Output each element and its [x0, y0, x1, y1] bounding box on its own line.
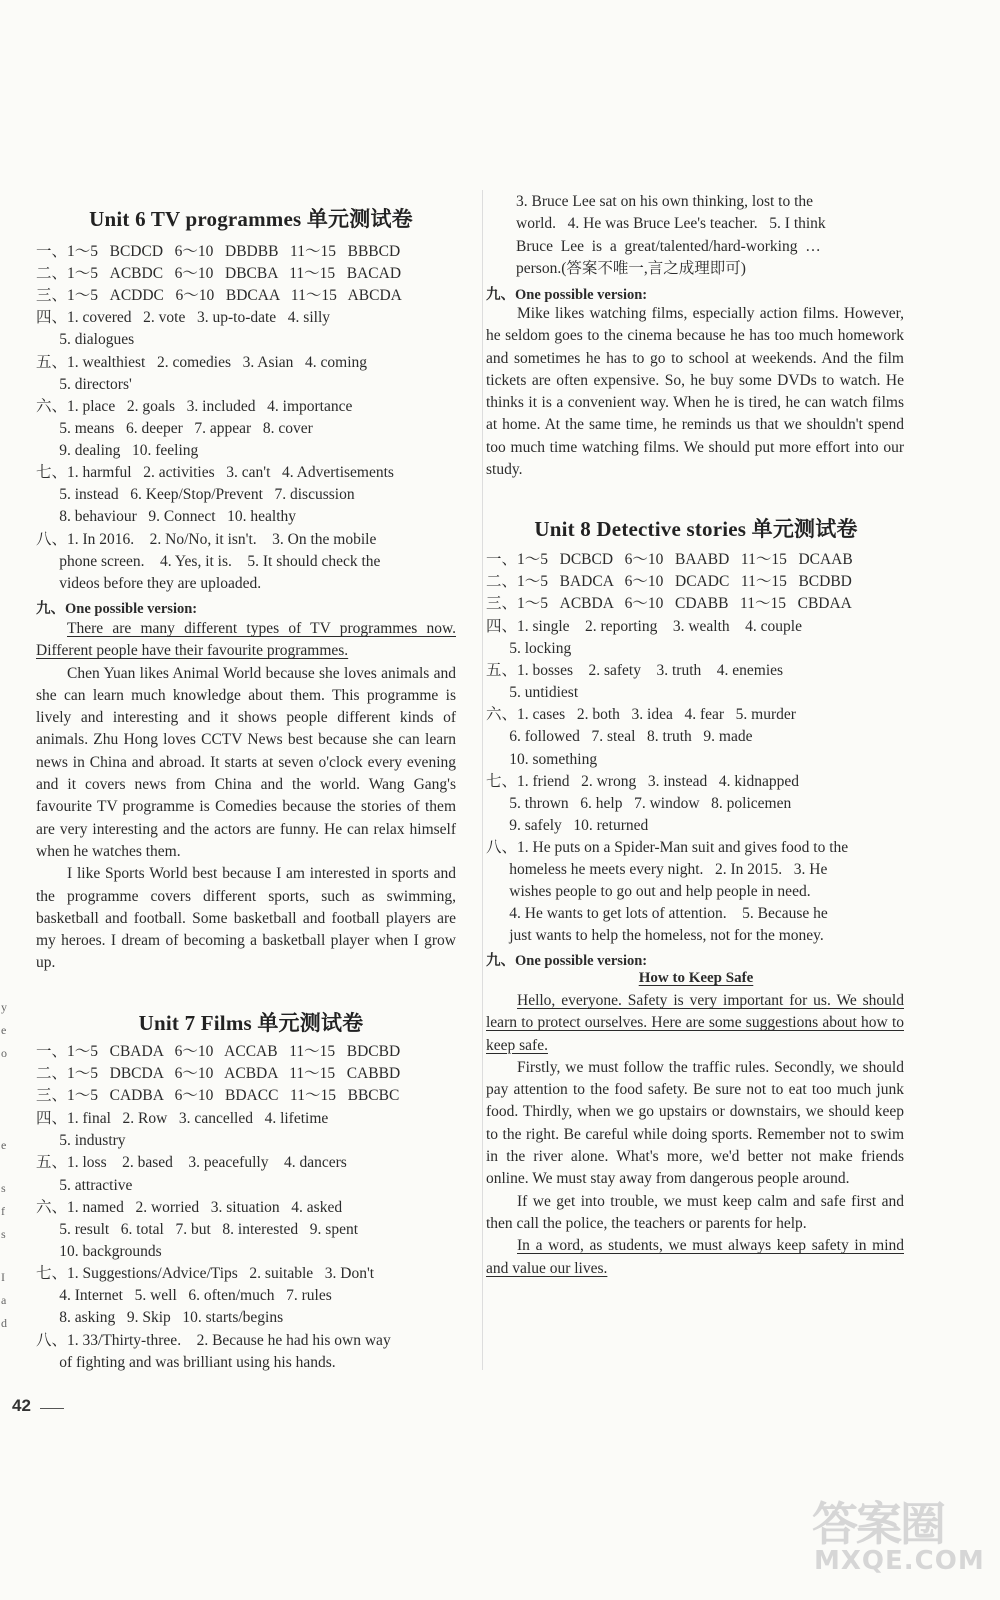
- unit8-answer-line: 9. safely 10. returned: [486, 817, 649, 834]
- left-margin-fragments: [0, 0, 14, 1380]
- margin-mark: s: [1, 1227, 6, 1241]
- unit8-answer-line: 5. untidiest: [486, 684, 579, 701]
- unit8-title: Unit 8 Detective stories 单元测试卷: [534, 517, 858, 541]
- unit6-answer-line: 八、1. In 2016. 2. No/No, it isn't. 3. On the mobile: [36, 531, 377, 548]
- unit7-answer-line: 8. asking 9. Skip 10. starts/begins: [36, 1309, 284, 1326]
- unit8-essay-conclusion: In a word, as students, we must always keep safety in mind and value our lives.: [486, 1237, 904, 1277]
- unit7-continued-line: 3. Bruce Lee sat on his own thinking, lost to the: [516, 193, 814, 210]
- margin-mark: a: [1, 1293, 7, 1307]
- margin-mark: I: [1, 1270, 5, 1284]
- unit6-title: Unit 6 TV programmes 单元测试卷: [89, 207, 413, 231]
- unit6-answer-line: 四、1. covered 2. vote 3. up-to-date 4. silly: [36, 309, 331, 326]
- unit7-answer-line: 三、1～5 CADBA 6～10 BDACC 11～15 BBCBC: [36, 1087, 400, 1104]
- unit8-answer-line: homeless he meets every night. 2. In 2015. 3. He: [486, 861, 828, 878]
- unit6-answer-line: 5. instead 6. Keep/Stop/Prevent 7. discussion: [36, 486, 355, 503]
- unit7-answer-line: 二、1～5 DBCDA 6～10 ACBDA 11～15 CABBD: [36, 1065, 401, 1082]
- unit6-answer-line: 六、1. place 2. goals 3. included 4. importance: [36, 398, 353, 415]
- margin-mark: e: [1, 1138, 7, 1152]
- unit7-answer-line: 五、1. loss 2. based 3. peacefully 4. dancers: [36, 1154, 347, 1171]
- unit6-answer-line: 七、1. harmful 2. activities 3. can't 4. Advertisements: [36, 464, 394, 481]
- column-divider: [482, 190, 483, 1370]
- unit8-answer-line: just wants to help the homeless, not for the money.: [486, 927, 824, 944]
- unit7-continued-line: Bruce Lee is a great/talented/hard-working …: [516, 238, 821, 255]
- unit6-essay: [36, 618, 456, 975]
- unit8-essay-heading: 九、One possible version:: [486, 953, 648, 969]
- page-number: 42: [12, 1396, 31, 1415]
- margin-mark: f: [1, 1204, 5, 1218]
- margin-mark: o: [1, 1046, 7, 1060]
- margin-mark: d: [1, 1316, 7, 1330]
- unit7-essay-paragraph: Mike likes watching films, especially action films. However, he seldom goes to the cinema because he has too much homework and sometimes he has to go to school at weekends. And the film tickets are often expensive. So, he buy some DVDs to watch. He thinks it is a convenient way. When he is tired, he can watch films at home. At the same time, he reminds us that we shouldn't spend too much time watching films. We should put more effort into our study.: [486, 305, 904, 479]
- unit7-title: Unit 7 Films 单元测试卷: [138, 1011, 364, 1035]
- unit6-essay-paragraph: I like Sports World best because I am interested in sports and the programme covers different sports, such as swimming, basketball and football. Some basketball and football players are my heroes. I dream of becoming a basketball player when I grow up.: [36, 865, 456, 972]
- unit7-continued-line: person.(答案不唯一,言之成理即可): [516, 260, 746, 277]
- margin-mark: e: [1, 1023, 7, 1037]
- unit6-answer-line: 8. behaviour 9. Connect 10. healthy: [36, 508, 297, 525]
- unit8-answer-line: 一、1～5 DCBCD 6～10 BAABD 11～15 DCAAB: [486, 551, 853, 568]
- watermark-url: MXQE.COM: [814, 1546, 985, 1576]
- unit7-answer-line: 六、1. named 2. worried 3. situation 4. asked: [36, 1199, 343, 1216]
- unit6-answer-line: 5. means 6. deeper 7. appear 8. cover: [36, 420, 313, 437]
- unit6-answer-line: 一、1～5 BCDCD 6～10 DBDBB 11～15 BBBCD: [36, 243, 401, 260]
- unit7-continued-line: world. 4. He was Bruce Lee's teacher. 5. I think: [516, 215, 826, 232]
- unit8-essay-paragraph: If we get into trouble, we must keep calm and safe first and then call the police, the teachers or parents for help.: [486, 1192, 904, 1232]
- unit8-answer-line: 4. He wants to get lots of attention. 5. Because he: [486, 905, 828, 922]
- unit6-answer-line: 5. dialogues: [36, 331, 135, 348]
- unit6-answer-line: videos before they are uploaded.: [36, 575, 262, 592]
- unit8-answer-line: 5. locking: [486, 640, 572, 657]
- unit7-answer-line: 4. Internet 5. well 6. often/much 7. rules: [36, 1287, 332, 1304]
- unit8-essay-intro: Hello, everyone. Safety is very important for us. We should learn to protect ourselves. Here are some suggestions about how to keep safe.: [486, 992, 904, 1054]
- unit7-answer-line: 七、1. Suggestions/Advice/Tips 2. suitable 3. Don't: [36, 1265, 375, 1282]
- unit6-answer-line: 三、1～5 ACDDC 6～10 BDCAA 11～15 ABCDA: [36, 287, 402, 304]
- unit8-answer-line: 10. something: [486, 751, 598, 768]
- page-number-rule: [40, 1408, 64, 1409]
- unit6-answer-line: phone screen. 4. Yes, it is. 5. It should check the: [36, 553, 381, 570]
- unit7-answer-line: 八、1. 33/Thirty-three. 2. Because he had his own way: [36, 1332, 391, 1349]
- unit8-answer-line: 八、1. He puts on a Spider-Man suit and gives food to the: [486, 839, 849, 856]
- unit6-answer-line: 五、1. wealthiest 2. comedies 3. Asian 4. coming: [36, 354, 368, 371]
- unit7-answer-line: 10. backgrounds: [36, 1243, 162, 1260]
- unit8-essay-title: [486, 970, 906, 987]
- unit6-essay-intro: There are many different types of TV programmes now. Different people have their favourite programmes.: [36, 620, 456, 660]
- unit8-answer-line: 三、1～5 ACBDA 6～10 CDABB 11～15 CBDAA: [486, 595, 852, 612]
- unit8-answer-line: 5. thrown 6. help 7. window 8. policemen: [486, 795, 792, 812]
- unit7-essay-heading: 九、One possible version:: [486, 287, 648, 303]
- unit8-essay-paragraph: Firstly, we must follow the traffic rules. Secondly, we should pay attention to the food safety. Be sure not to eat too much junk food. Thirdly, when we go upstairs or downstairs, we should keep to the right. Be careful while doing sports. Remember not to swim in the river alone. What's more, we'd better not make friends online. We must stay away from dangerous people around.: [486, 1058, 904, 1188]
- site-watermark: [812, 1488, 988, 1588]
- unit6-answer-line: 二、1～5 ACBDC 6～10 DBCBA 11～15 BACAD: [36, 265, 402, 282]
- unit8-answer-line: 6. followed 7. steal 8. truth 9. made: [486, 728, 753, 745]
- watermark-logo: 答案圈: [812, 1497, 944, 1551]
- unit7-answer-line: of fighting and was brilliant using his hands.: [36, 1354, 336, 1371]
- unit7-answer-line: 5. attractive: [36, 1177, 133, 1194]
- unit8-answer-line: 六、1. cases 2. both 3. idea 4. fear 5. murder: [486, 706, 796, 723]
- margin-mark: s: [1, 1181, 6, 1195]
- unit8-answer-line: wishes people to go out and help people in need.: [486, 883, 811, 900]
- unit7-answer-line: 5. result 6. total 7. but 8. interested 9. spent: [36, 1221, 359, 1238]
- unit6-answer-line: 5. directors': [36, 376, 132, 393]
- unit8-answer-line: 二、1～5 BADCA 6～10 DCADC 11～15 BCDBD: [486, 573, 852, 590]
- unit6-essay-heading: 九、One possible version:: [36, 601, 198, 617]
- unit7-answer-line: 四、1. final 2. Row 3. cancelled 4. lifetime: [36, 1110, 329, 1127]
- unit8-essay: [486, 990, 904, 1280]
- unit8-answer-line: 七、1. friend 2. wrong 3. instead 4. kidnapped: [486, 773, 799, 790]
- unit7-essay: [486, 303, 904, 481]
- unit7-answer-line: 一、1～5 CBADA 6～10 ACCAB 11～15 BDCBD: [36, 1043, 401, 1060]
- unit7-answer-line: 5. industry: [36, 1132, 126, 1149]
- unit8-essay-title-text: How to Keep Safe: [638, 970, 754, 986]
- unit6-answer-line: 9. dealing 10. feeling: [36, 442, 199, 459]
- unit8-answer-line: 四、1. single 2. reporting 3. wealth 4. couple: [486, 618, 802, 635]
- margin-mark: y: [1, 1000, 7, 1014]
- unit8-answer-line: 五、1. bosses 2. safety 3. truth 4. enemies: [486, 662, 784, 679]
- unit6-essay-paragraph: Chen Yuan likes Animal World because she loves animals and she can learn much knowledge about them. This programme is lively and interesting and it shows people different kinds of animals. Zhu Hong loves CCTV News best because she can learn news in China and abroad. It starts at seven o'clock every evening and it covers news from China and the world. Wang Gang's favourite TV programme is Comedies because the stories of them are very interesting and the actors are funny. He can relax himself when he watches them.: [36, 664, 456, 860]
